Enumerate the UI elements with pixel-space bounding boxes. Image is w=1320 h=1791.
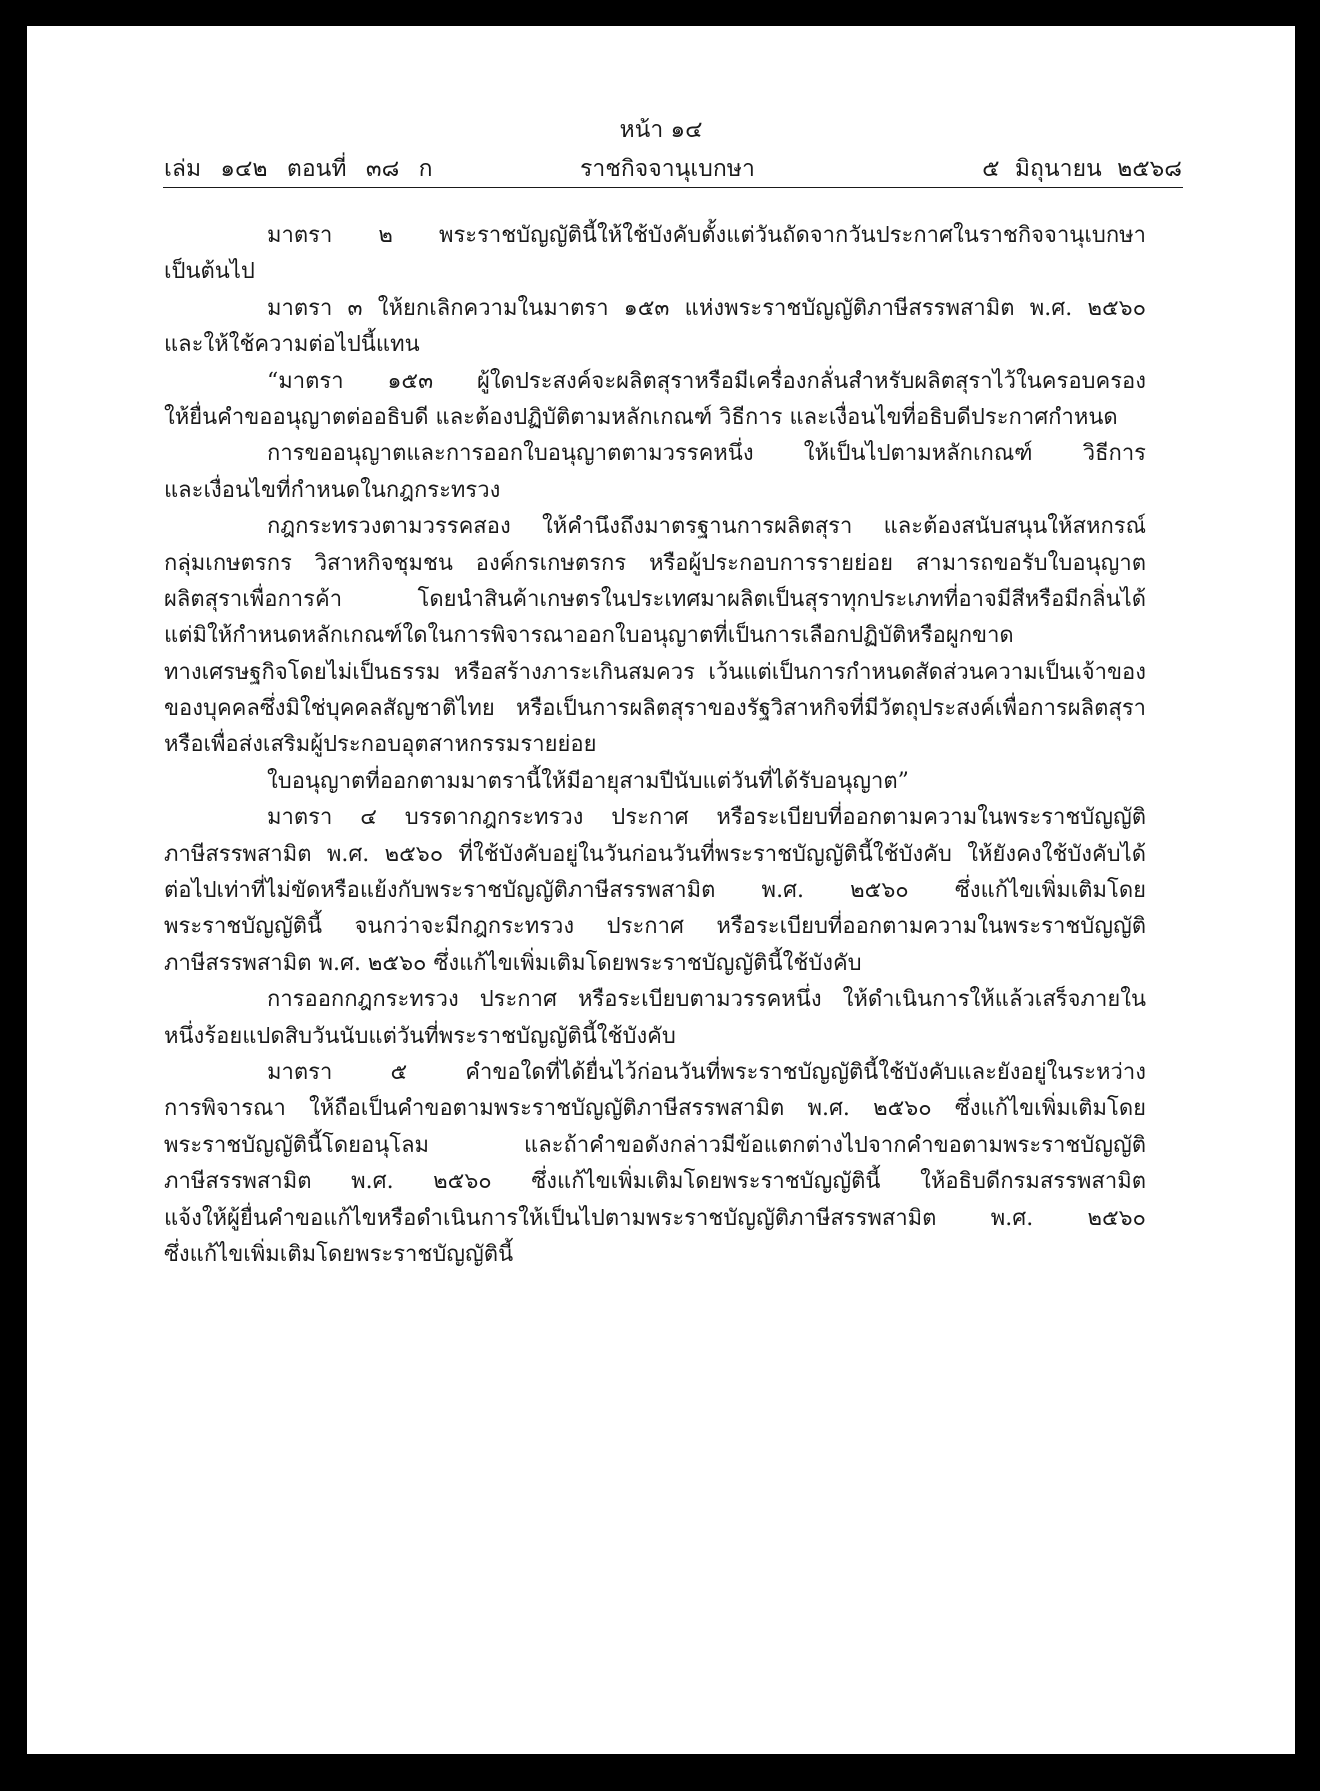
text-line: มาตรา ๕ คำขอใดที่ได้ยื่นไว้ก่อนวันที่พระราชบัญญัตินี้ใช้บังคับและยังอยู่ในระหว่าง — [267, 1059, 1146, 1085]
volume-issue: เล่ม ๑๔๒ ตอนที่ ๓๘ ก — [164, 156, 433, 182]
text-line: พระราชบัญญัตินี้ จนกว่าจะมีกฎกระทรวง ประกาศ หรือระเบียบที่ออกตามความในพระราชบัญญัติ — [164, 914, 1146, 940]
text-line: พระราชบัญญัตินี้โดยอนุโลม และถ้าคำขอดังกล่าวมีข้อแตกต่างไปจากคำขอตามพระราชบัญญัติ — [164, 1132, 1146, 1158]
publication-date: ๕ มิถุนายน ๒๕๖๘ — [982, 156, 1182, 182]
text-line: ภาษีสรรพสามิต พ.ศ. ๒๕๖๐ ซึ่งแก้ไขเพิ่มเติมโดยพระราชบัญญัตินี้ ให้อธิบดีกรมสรรพสามิต — [164, 1169, 1146, 1195]
text-line: เป็นต้นไป — [164, 259, 255, 285]
header-divider — [163, 187, 1183, 188]
text-line: กฎกระทรวงตามวรรคสอง ให้คำนึงถึงมาตรฐานการผลิตสุรา และต้องสนับสนุนให้สหกรณ์ — [267, 514, 1146, 540]
text-line: ภาษีสรรพสามิต พ.ศ. ๒๕๖๐ ซึ่งแก้ไขเพิ่มเติมโดยพระราชบัญญัตินี้ใช้บังคับ — [164, 950, 862, 976]
text-line: การขออนุญาตและการออกใบอนุญาตตามวรรคหนึ่ง ให้เป็นไปตามหลักเกณฑ์ วิธีการ — [267, 441, 1146, 467]
text-line: ภาษีสรรพสามิต พ.ศ. ๒๕๖๐ ที่ใช้บังคับอยู่ในวันก่อนวันที่พระราชบัญญัตินี้ใช้บังคับ ให้ยังคงใช้บังคับได้ — [164, 841, 1146, 867]
text-line: หรือเพื่อส่งเสริมผู้ประกอบอุตสาหกรรมรายย่อย — [164, 732, 597, 758]
text-line: มาตรา ๓ ให้ยกเลิกความในมาตรา ๑๕๓ แห่งพระราชบัญญัติภาษีสรรพสามิต พ.ศ. ๒๕๖๐ — [267, 295, 1146, 321]
page-number: หน้า ๑๔ — [619, 117, 703, 143]
text-line: การพิจารณา ให้ถือเป็นคำขอตามพระราชบัญญัติภาษีสรรพสามิต พ.ศ. ๒๕๖๐ ซึ่งแก้ไขเพิ่มเติมโดย — [164, 1096, 1146, 1122]
text-line: ให้ยื่นคำขออนุญาตต่ออธิบดี และต้องปฏิบัติตามหลักเกณฑ์ วิธีการ และเงื่อนไขที่อธิบดีประกาศกำหนด — [164, 404, 1118, 430]
text-line: และให้ใช้ความต่อไปนี้แทน — [164, 332, 420, 358]
text-line: “มาตรา ๑๕๓ ผู้ใดประสงค์จะผลิตสุราหรือมีเครื่องกลั่นสำหรับผลิตสุราไว้ในครอบครอง — [267, 368, 1146, 394]
text-line: ต่อไปเท่าที่ไม่ขัดหรือแย้งกับพระราชบัญญัติภาษีสรรพสามิต พ.ศ. ๒๕๖๐ ซึ่งแก้ไขเพิ่มเติมโดย — [164, 878, 1146, 904]
document-body — [164, 218, 1146, 1273]
text-line: ซึ่งแก้ไขเพิ่มเติมโดยพระราชบัญญัตินี้ — [164, 1241, 514, 1267]
text-line: การออกกฎกระทรวง ประกาศ หรือระเบียบตามวรรคหนึ่ง ให้ดำเนินการให้แล้วเสร็จภายใน — [267, 987, 1146, 1013]
text-line: หนึ่งร้อยแปดสิบวันนับแต่วันที่พระราชบัญญัตินี้ใช้บังคับ — [164, 1023, 676, 1049]
publication-title: ราชกิจจานุเบกษา — [580, 156, 755, 182]
text-line: แจ้งให้ผู้ยื่นคำขอแก้ไขหรือดำเนินการให้เป็นไปตามพระราชบัญญัติภาษีสรรพสามิต พ.ศ. ๒๕๖๐ — [164, 1205, 1146, 1231]
text-line: ทางเศรษฐกิจโดยไม่เป็นธรรม หรือสร้างภาระเกินสมควร เว้นแต่เป็นการกำหนดสัดส่วนความเป็นเจ้าของ — [164, 659, 1146, 685]
text-line: กลุ่มเกษตรกร วิสาหกิจชุมชน องค์กรเกษตรกร หรือผู้ประกอบการรายย่อย สามารถขอรับใบอนุญาต — [164, 550, 1146, 576]
text-line: แต่มิให้กำหนดหลักเกณฑ์ใดในการพิจารณาออกใบอนุญาตที่เป็นการเลือกปฏิบัติหรือผูกขาด — [164, 623, 1014, 649]
document-page — [27, 26, 1295, 1754]
text-line: ใบอนุญาตที่ออกตามมาตรานี้ให้มีอายุสามปีนับแต่วันที่ได้รับอนุญาต” — [267, 768, 909, 794]
text-line: มาตรา ๒ พระราชบัญญัตินี้ให้ใช้บังคับตั้งแต่วันถัดจากวันประกาศในราชกิจจานุเบกษา — [267, 223, 1146, 248]
text-line: ผลิตสุราเพื่อการค้า โดยนำสินค้าเกษตรในประเทศมาผลิตเป็นสุราทุกประเภทที่อาจมีสีหรือมีกลิ่นได้ — [164, 586, 1146, 612]
text-line: และเงื่อนไขที่กำหนดในกฎกระทรวง — [164, 477, 501, 503]
text-line: ของบุคคลซึ่งมิใช่บุคคลสัญชาติไทย หรือเป็นการผลิตสุราของรัฐวิสาหกิจที่มีวัตถุประสงค์เพื่อการผลิตสุรา — [164, 696, 1146, 722]
text-line: มาตรา ๔ บรรดากฎกระทรวง ประกาศ หรือระเบียบที่ออกตามความในพระราชบัญญัติ — [267, 805, 1146, 831]
